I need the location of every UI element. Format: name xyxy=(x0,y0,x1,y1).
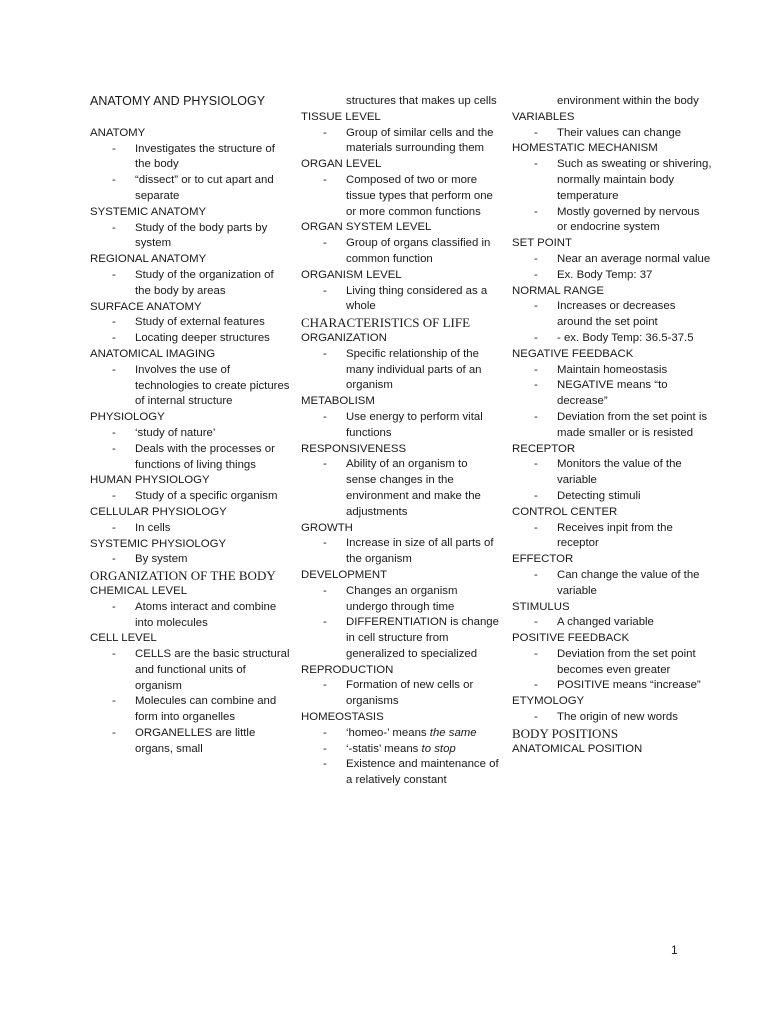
list-item: - Their values can change xyxy=(534,126,682,139)
list-item: - Use energy to perform vital functions xyxy=(323,410,483,439)
list-item: - Study of the organization of the body by areas xyxy=(112,268,274,297)
heading-chemical-level: CHEMICAL LEVEL xyxy=(90,584,188,597)
list-item: - By system xyxy=(112,553,188,566)
heading-physiology: PHYSIOLOGY xyxy=(90,411,165,424)
list-item: - Ability of an organism to sense changes in the environment and make the adjustments xyxy=(323,458,481,518)
list-item: - Receives inpit from the receptor xyxy=(534,521,673,550)
list-item: - Near an average normal value xyxy=(534,252,711,265)
heading-normal-range: NORMAL RANGE xyxy=(512,284,604,297)
heading-positive-feedback: POSITIVE FEEDBACK xyxy=(512,632,630,645)
list-item: - POSITIVE means “increase” xyxy=(534,679,701,692)
heading-surface-anatomy: SURFACE ANATOMY xyxy=(90,300,202,313)
heading-anatomy: ANATOMY xyxy=(90,126,146,139)
heading-organization: ORGANIZATION xyxy=(301,331,387,344)
list-item: - Specific relationship of the many individual parts of an organism xyxy=(323,347,482,392)
list-item: - Maintain homeostasis xyxy=(534,363,668,376)
list-item: - Existence and maintenance of a relatively constant xyxy=(323,758,499,787)
list-item: - In cells xyxy=(112,521,171,534)
heading-organism-level: ORGANISM LEVEL xyxy=(301,268,402,281)
heading-tissue-level: TISSUE LEVEL xyxy=(301,110,381,123)
heading-set-point: SET POINT xyxy=(512,237,572,250)
list-item: - Formation of new cells or organisms xyxy=(323,679,474,708)
list-item: - CELLS are the basic structural and functional units of organism xyxy=(112,648,290,692)
heading-metabolism: METABOLISM xyxy=(301,395,375,408)
list-item: - Study of the body parts by system xyxy=(112,221,268,250)
section-heading-characteristics-of-life: CHARACTERISTICS OF LIFE xyxy=(301,315,471,331)
list-item: - Changes an organism undergo through time xyxy=(323,584,458,613)
list-item: - A changed variable xyxy=(534,616,654,629)
list-item: - Involves the use of technologies to create pictures of internal structure xyxy=(112,363,290,408)
list-item: - ORGANELLES are little organs, small xyxy=(112,727,256,755)
heading-development: DEVELOPMENT xyxy=(301,568,388,581)
heading-cellular-physiology: CELLULAR PHYSIOLOGY xyxy=(90,505,227,518)
list-item: - Study of a specific organism xyxy=(112,490,278,503)
heading-homeostasis: HOMEOSTASIS xyxy=(301,711,384,724)
heading-anatomical-imaging: ANATOMICAL IMAGING xyxy=(90,347,216,360)
document-title: ANATOMY AND PHYSIOLOGY xyxy=(90,94,266,108)
heading-receptor: RECEPTOR xyxy=(512,442,576,455)
list-item: - Can change the value of the variable xyxy=(534,568,700,597)
list-item: - The origin of new words xyxy=(534,711,678,724)
heading-homestatic-mechanism: HOMESTATIC MECHANISM xyxy=(512,142,658,155)
list-item: - Study of external features xyxy=(112,316,265,329)
heading-organ-system-level: ORGAN SYSTEM LEVEL xyxy=(301,221,432,234)
heading-growth: GROWTH xyxy=(301,521,353,534)
column-2 xyxy=(301,94,501,789)
list-item: - Composed of two or more tissue types that perform one or more common functions xyxy=(323,173,493,218)
list-item: - Group of similar cells and the materials surrounding them xyxy=(323,126,494,155)
heading-systemic-anatomy: SYSTEMIC ANATOMY xyxy=(90,205,207,218)
list-item: - Mostly governed by nervous or endocrine system xyxy=(534,205,700,234)
heading-systemic-physiology: SYSTEMIC PHYSIOLOGY xyxy=(90,537,227,550)
heading-reproduction: REPRODUCTION xyxy=(301,663,394,676)
list-item: - Group of organs classified in common function xyxy=(323,237,491,265)
heading-anatomical-position: ANATOMICAL POSITION xyxy=(512,742,643,755)
list-item: - Deals with the processes or functions of living things xyxy=(112,442,275,471)
list-item: - ‘homeo-’ means the same xyxy=(323,726,477,739)
heading-stimulus: STIMULUS xyxy=(512,600,570,613)
list-item: - Atoms interact and combine into molecules xyxy=(112,600,277,629)
heading-negative-feedback: NEGATIVE FEEDBACK xyxy=(512,347,634,360)
heading-human-physiology: HUMAN PHYSIOLOGY xyxy=(90,474,210,487)
list-item: - Investigates the structure of the body xyxy=(112,142,275,171)
list-item: - Detecting stimuli xyxy=(534,489,641,502)
heading-control-center: CONTROL CENTER xyxy=(512,505,618,518)
page-number: 1 xyxy=(671,943,678,957)
list-item: - Increases or decreases around the set point xyxy=(534,300,676,329)
list-item: - NEGATIVE means “to decrease” xyxy=(534,379,668,408)
column-3 xyxy=(512,94,712,757)
list-item: - - ex. Body Temp: 36.5-37.5 xyxy=(534,331,694,344)
list-item: - “dissect” or to cut apart and separate xyxy=(112,174,274,202)
list-item: - ‘study of nature’ xyxy=(112,426,216,439)
list-item: - Molecules can combine and form into organelles xyxy=(112,695,277,724)
section-heading-body-positions: BODY POSITIONS xyxy=(512,725,619,741)
list-item: - Deviation from the set point is made smaller or is resisted xyxy=(534,410,708,439)
heading-variables: VARIABLES xyxy=(512,110,575,123)
list-item: - Increase in size of all parts of the organism xyxy=(323,537,494,566)
list-item: - Such as sweating or shivering, normally maintain body temperature xyxy=(534,158,712,202)
heading-regional-anatomy: REGIONAL ANATOMY xyxy=(90,253,207,266)
heading-organ-level: ORGAN LEVEL xyxy=(301,158,382,171)
heading-etymology: ETYMOLOGY xyxy=(512,695,585,708)
section-heading-organization-of-the-body: ORGANIZATION OF THE BODY xyxy=(90,568,276,584)
list-item-continuation: environment within the body xyxy=(557,95,699,107)
list-item: - ‘-statis’ means to stop xyxy=(323,742,456,755)
list-item: - Ex. Body Temp: 37 xyxy=(534,268,653,281)
heading-effector: EFFECTOR xyxy=(512,553,574,566)
list-item: - Locating deeper structures xyxy=(112,332,270,345)
list-item-continuation: structures that makes up cells xyxy=(346,95,497,107)
heading-cell-level: CELL LEVEL xyxy=(90,632,157,645)
list-item: - Monitors the value of the variable xyxy=(534,458,682,487)
heading-responsiveness: RESPONSIVENESS xyxy=(301,442,407,455)
list-item: - DIFFERENTIATION is change in cell structure from generalized to specialized xyxy=(323,616,499,660)
column-1 xyxy=(90,94,290,758)
list-item: - Living thing considered as a whole xyxy=(323,284,488,313)
list-item: - Deviation from the set point becomes even greater xyxy=(534,647,696,676)
